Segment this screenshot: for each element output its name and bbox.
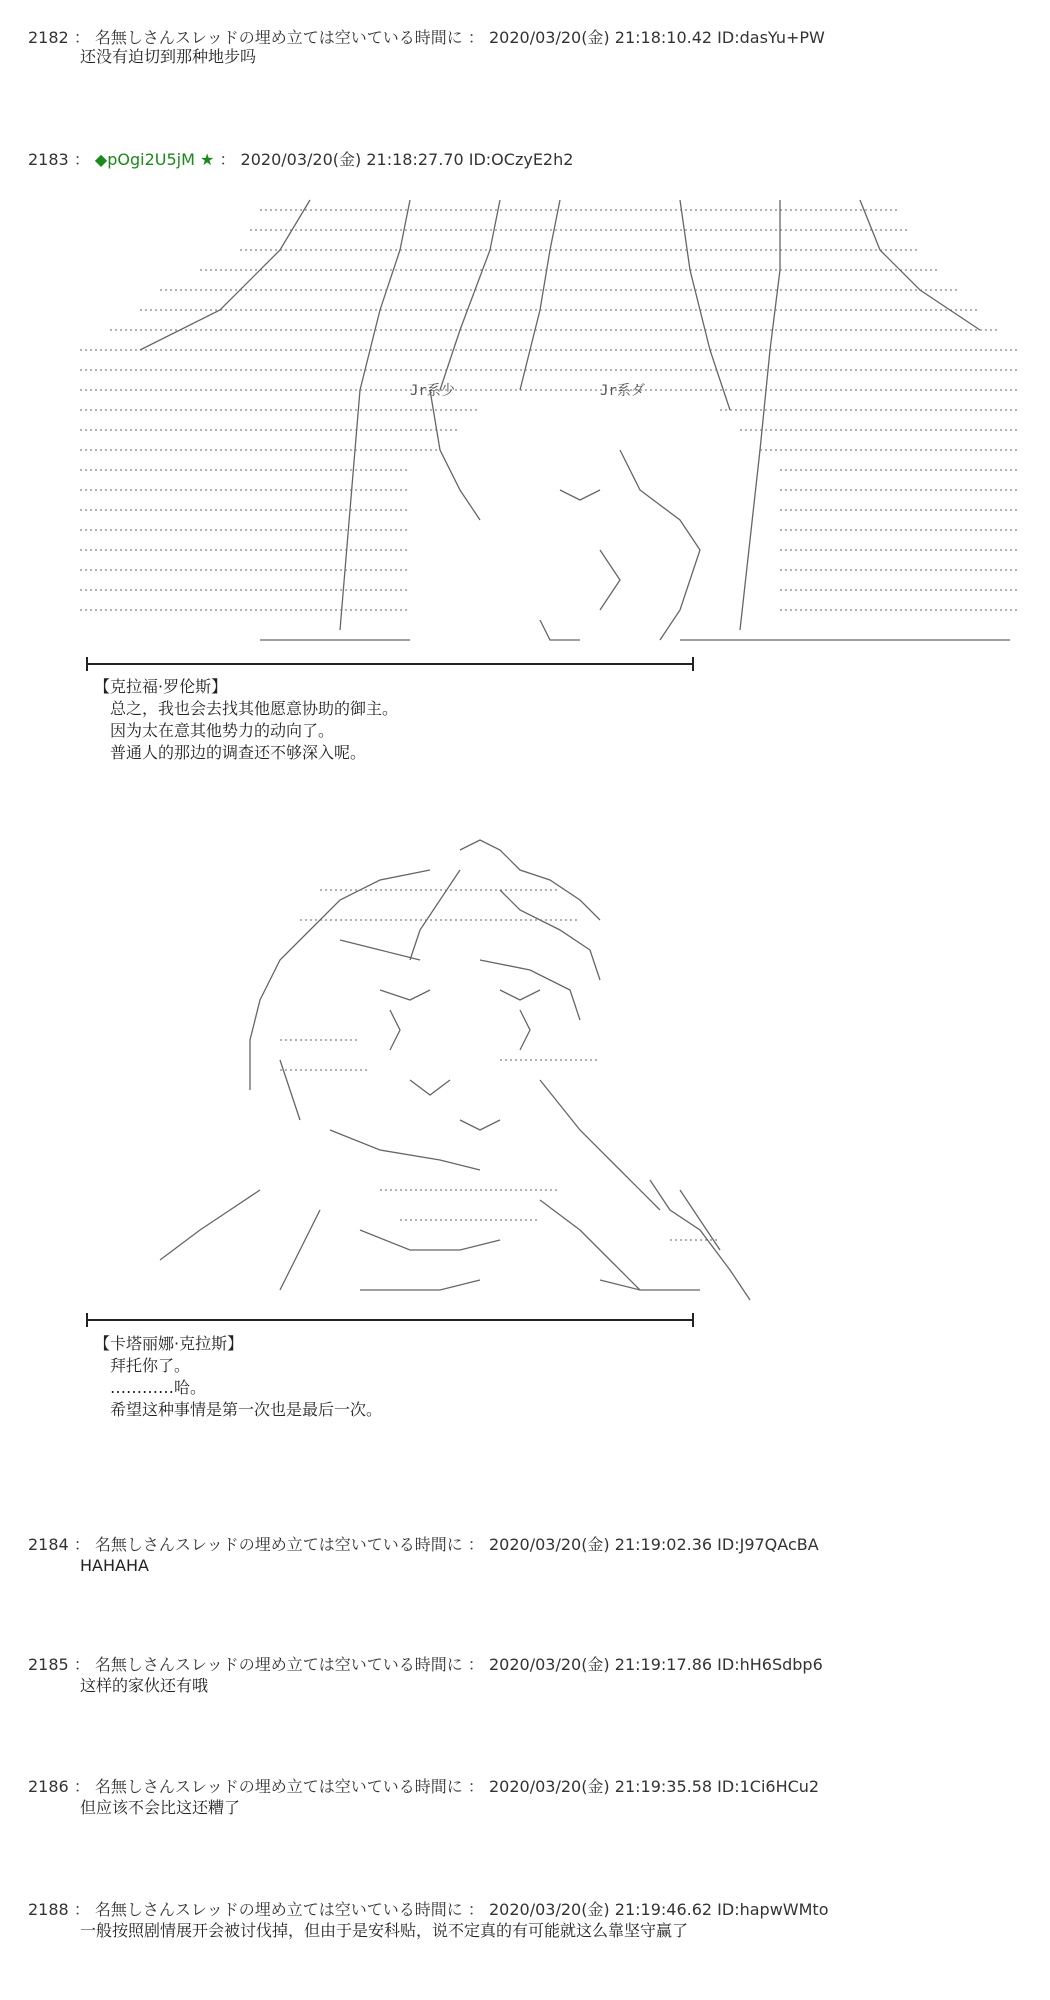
post-header-2184: [28, 1535, 819, 1555]
post-date: 2020/03/20(金) 21:19:35.58: [488, 1777, 713, 1796]
poster-name: 名無しさんスレッドの埋め立ては空いている時間に: [94, 1777, 463, 1796]
speaker-label: 【卡塔丽娜·克拉斯】: [94, 1334, 244, 1353]
divider-tick-right: [692, 1313, 694, 1327]
separator: ：: [467, 1900, 484, 1919]
divider-line: [86, 663, 694, 665]
dialog-block-catalina: [94, 1333, 382, 1421]
dialog-line: 普通人的那边的调查还不够深入呢。: [110, 743, 367, 762]
post-date: 2020/03/20(金) 21:18:27.70: [240, 150, 464, 169]
poster-name: 名無しさんスレッドの埋め立ては空いている時間に: [94, 28, 463, 47]
poster-id[interactable]: ID:hH6Sdbp6: [717, 1655, 823, 1674]
separator: ：: [73, 1777, 90, 1796]
post-number[interactable]: 2185: [28, 1655, 69, 1674]
post-number[interactable]: 2182: [28, 28, 69, 47]
post-number[interactable]: 2188: [28, 1900, 69, 1919]
separator: ：: [467, 28, 484, 47]
poster-id[interactable]: ID:hapwWMto: [717, 1900, 829, 1919]
separator: ：: [73, 28, 90, 47]
dialog-block-claf: [94, 676, 398, 764]
poster-name: 名無しさんスレッドの埋め立ては空いている時間に: [94, 1900, 463, 1919]
post-body-2184: HAHAHA: [80, 1556, 149, 1575]
post-header-2186: [28, 1777, 819, 1797]
dialog-line: …………哈。: [110, 1378, 207, 1397]
separator: ：: [467, 1535, 484, 1554]
poster-id[interactable]: ID:dasYu+PW: [717, 28, 825, 47]
post-date: 2020/03/20(金) 21:19:46.62: [488, 1900, 713, 1919]
poster-tripcode: ◆pOgi2U5jM: [94, 150, 195, 169]
post-header-2188: [28, 1900, 828, 1920]
poster-name: 名無しさんスレッドの埋め立ては空いている時間に: [94, 1535, 463, 1554]
divider-line: [86, 1319, 694, 1321]
post-date: 2020/03/20(金) 21:19:17.86: [488, 1655, 713, 1674]
post-date: 2020/03/20(金) 21:18:10.42: [488, 28, 713, 47]
separator: ：: [73, 1900, 90, 1919]
poster-id[interactable]: ID:1Ci6HCu2: [717, 1777, 820, 1796]
separator: ：: [73, 1535, 90, 1554]
ascii-art-girl-portrait: [80, 830, 780, 1310]
poster-id[interactable]: ID:OCzyE2h2: [468, 150, 574, 169]
separator: ：: [73, 1655, 90, 1674]
svg-text:Jr系ダ: Jr系ダ: [600, 383, 645, 399]
dialog-line: 拜托你了。: [110, 1356, 191, 1375]
post-header-2182: [28, 28, 825, 48]
separator: ：: [467, 1777, 484, 1796]
post-number[interactable]: 2183: [28, 150, 69, 169]
post-number[interactable]: 2184: [28, 1535, 69, 1554]
separator: ：: [467, 1655, 484, 1674]
svg-text:Jr系少: Jr系少: [410, 383, 455, 399]
divider-tick-left: [86, 1313, 88, 1327]
post-header-2183: [28, 150, 573, 170]
separator: ：: [73, 150, 90, 169]
star-icon: ★: [200, 150, 215, 169]
dialog-line: 因为太在意其他势力的动向了。: [110, 721, 335, 740]
poster-id[interactable]: ID:J97QAcBA: [717, 1535, 819, 1554]
poster-name: 名無しさんスレッドの埋め立ては空いている時間に: [94, 1655, 463, 1674]
divider-tick-right: [692, 657, 694, 671]
post-date: 2020/03/20(金) 21:19:02.36: [488, 1535, 713, 1554]
post-body-2186: 但应该不会比这还糟了: [80, 1798, 241, 1817]
dialog-line: 总之，我也会去找其他愿意协助的御主。: [110, 699, 399, 718]
divider-tick-left: [86, 657, 88, 671]
post-number[interactable]: 2186: [28, 1777, 69, 1796]
dialog-line: 希望这种事情是第一次也是最后一次。: [110, 1400, 383, 1419]
post-body-2188: 一般按照剧情展开会被讨伐掉，但由于是安科贴，说不定真的有可能就这么靠坚守赢了: [80, 1921, 689, 1940]
post-body-2185: 这样的家伙还有哦: [80, 1676, 209, 1695]
ascii-art-forest-scene: [80, 190, 1020, 660]
post-header-2185: [28, 1655, 823, 1675]
post-body-2182: 还没有迫切到那种地步吗: [80, 47, 257, 66]
separator: ：: [219, 150, 236, 169]
speaker-label: 【克拉福·罗伦斯】: [94, 677, 228, 696]
